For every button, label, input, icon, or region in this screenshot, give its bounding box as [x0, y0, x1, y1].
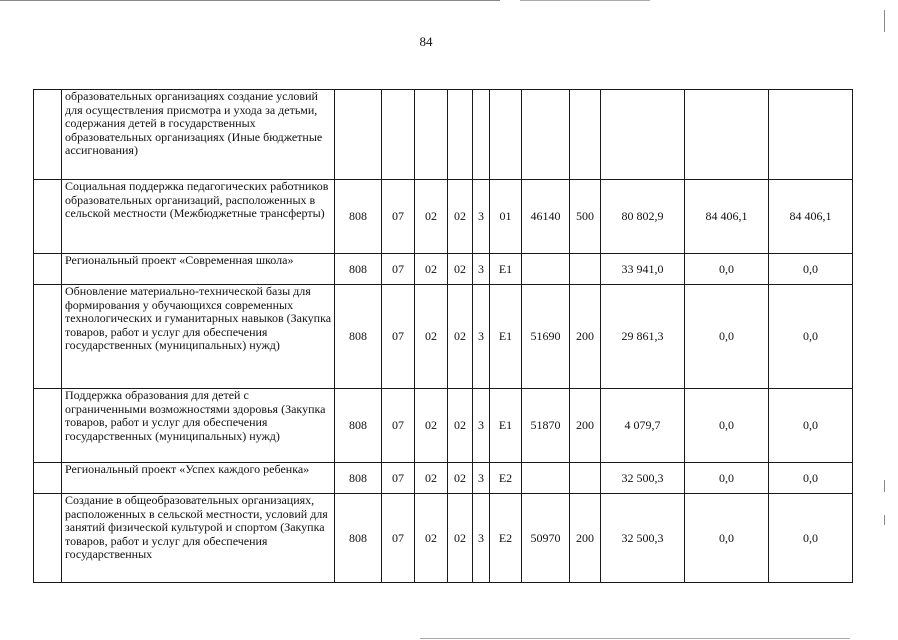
amount-year-1: 32 500,3 [601, 494, 685, 583]
expense-type-code [570, 90, 601, 180]
amount-year-3: 0,0 [769, 494, 853, 583]
amount-year-2: 0,0 [685, 494, 769, 583]
ministry-code: 808 [335, 285, 382, 389]
row-description: Региональный проект «Успех каждого ребенка» [62, 463, 335, 494]
subprogram-code: 3 [473, 180, 490, 254]
budget-table [33, 89, 853, 583]
expense-type-code: 500 [570, 180, 601, 254]
table-row [34, 389, 853, 463]
event-code [490, 90, 522, 180]
blank-cell [34, 90, 62, 180]
section-code: 07 [382, 254, 415, 285]
amount-year-1: 4 079,7 [601, 389, 685, 463]
section-code: 07 [382, 285, 415, 389]
ministry-code: 808 [335, 389, 382, 463]
table-row [34, 494, 853, 583]
expense-type-code [570, 254, 601, 285]
subprogram-code: 3 [473, 494, 490, 583]
scan-edge-line [884, 515, 885, 525]
row-description: Региональный проект «Современная школа» [62, 254, 335, 285]
direction-code: 50970 [522, 494, 570, 583]
ministry-code [335, 90, 382, 180]
subsection-code: 02 [415, 285, 448, 389]
table-row [34, 254, 853, 285]
event-code: E2 [490, 494, 522, 583]
table-row [34, 463, 853, 494]
amount-year-3: 0,0 [769, 254, 853, 285]
event-code: E1 [490, 285, 522, 389]
section-code: 07 [382, 463, 415, 494]
section-code [382, 90, 415, 180]
direction-code: 51690 [522, 285, 570, 389]
section-code: 07 [382, 389, 415, 463]
row-description: Обновление материально-технической базы для формирования у обучающихся современных технологических и гуманитарных навыков (Закупка товаров, работ и услуг для обеспечения государственных (муниципальных) нужд) [62, 285, 335, 389]
blank-cell [34, 180, 62, 254]
program-code: 02 [448, 285, 473, 389]
amount-year-3: 0,0 [769, 389, 853, 463]
table-row [34, 90, 853, 180]
expense-type-code: 200 [570, 389, 601, 463]
amount-year-3: 0,0 [769, 463, 853, 494]
subprogram-code: 3 [473, 285, 490, 389]
subprogram-code: 3 [473, 389, 490, 463]
subsection-code: 02 [415, 389, 448, 463]
direction-code: 51870 [522, 389, 570, 463]
scan-edge-line [884, 10, 885, 32]
blank-cell [34, 463, 62, 494]
amount-year-1: 80 802,9 [601, 180, 685, 254]
subsection-code: 02 [415, 180, 448, 254]
amount-year-3 [769, 90, 853, 180]
scan-edge-line [420, 638, 850, 639]
amount-year-1: 29 861,3 [601, 285, 685, 389]
event-code: E1 [490, 389, 522, 463]
amount-year-1: 32 500,3 [601, 463, 685, 494]
amount-year-1 [601, 90, 685, 180]
subprogram-code [473, 90, 490, 180]
direction-code [522, 463, 570, 494]
expense-type-code: 200 [570, 285, 601, 389]
program-code: 02 [448, 494, 473, 583]
table-row [34, 180, 853, 254]
program-code: 02 [448, 254, 473, 285]
row-description: Поддержка образования для детей с ограниченными возможностями здоровья (Закупка товаров, работ и услуг для обеспечения государственных (муниципальных) нужд) [62, 389, 335, 463]
section-code: 07 [382, 494, 415, 583]
blank-cell [34, 389, 62, 463]
row-description: образовательных организациях создание условий для осуществления присмотра и ухода за детьми, содержания детей в государственных образовательных организациях (Иные бюджетные ассигнования) [62, 90, 335, 180]
direction-code [522, 254, 570, 285]
scan-edge-line [0, 0, 500, 1]
direction-code: 46140 [522, 180, 570, 254]
section-code: 07 [382, 180, 415, 254]
amount-year-2: 0,0 [685, 389, 769, 463]
amount-year-2: 0,0 [685, 254, 769, 285]
scan-edge-line [520, 0, 650, 1]
blank-cell [34, 285, 62, 389]
subprogram-code: 3 [473, 254, 490, 285]
amount-year-2 [685, 90, 769, 180]
amount-year-2: 84 406,1 [685, 180, 769, 254]
ministry-code: 808 [335, 254, 382, 285]
blank-cell [34, 254, 62, 285]
blank-cell [34, 494, 62, 583]
event-code: E2 [490, 463, 522, 494]
subprogram-code: 3 [473, 463, 490, 494]
subsection-code [415, 90, 448, 180]
scan-edge-line [884, 480, 885, 492]
subsection-code: 02 [415, 463, 448, 494]
amount-year-3: 84 406,1 [769, 180, 853, 254]
program-code: 02 [448, 180, 473, 254]
ministry-code: 808 [335, 180, 382, 254]
direction-code [522, 90, 570, 180]
amount-year-3: 0,0 [769, 285, 853, 389]
program-code [448, 90, 473, 180]
subsection-code: 02 [415, 494, 448, 583]
amount-year-1: 33 941,0 [601, 254, 685, 285]
page-number: 84 [419, 34, 433, 49]
ministry-code: 808 [335, 494, 382, 583]
event-code: 01 [490, 180, 522, 254]
program-code: 02 [448, 463, 473, 494]
amount-year-2: 0,0 [685, 463, 769, 494]
program-code: 02 [448, 389, 473, 463]
subsection-code: 02 [415, 254, 448, 285]
expense-type-code: 200 [570, 494, 601, 583]
table-row [34, 285, 853, 389]
event-code: E1 [490, 254, 522, 285]
amount-year-2: 0,0 [685, 285, 769, 389]
expense-type-code [570, 463, 601, 494]
row-description: Создание в общеобразовательных организациях, расположенных в сельской местности, условий для занятий физической культурой и спортом (Закупка товаров, работ и услуг для обеспечения государственных [62, 494, 335, 583]
row-description: Социальная поддержка педагогических работников образовательных организаций, расположенных в сельской местности (Межбюджетные трансферты) [62, 180, 335, 254]
ministry-code: 808 [335, 463, 382, 494]
